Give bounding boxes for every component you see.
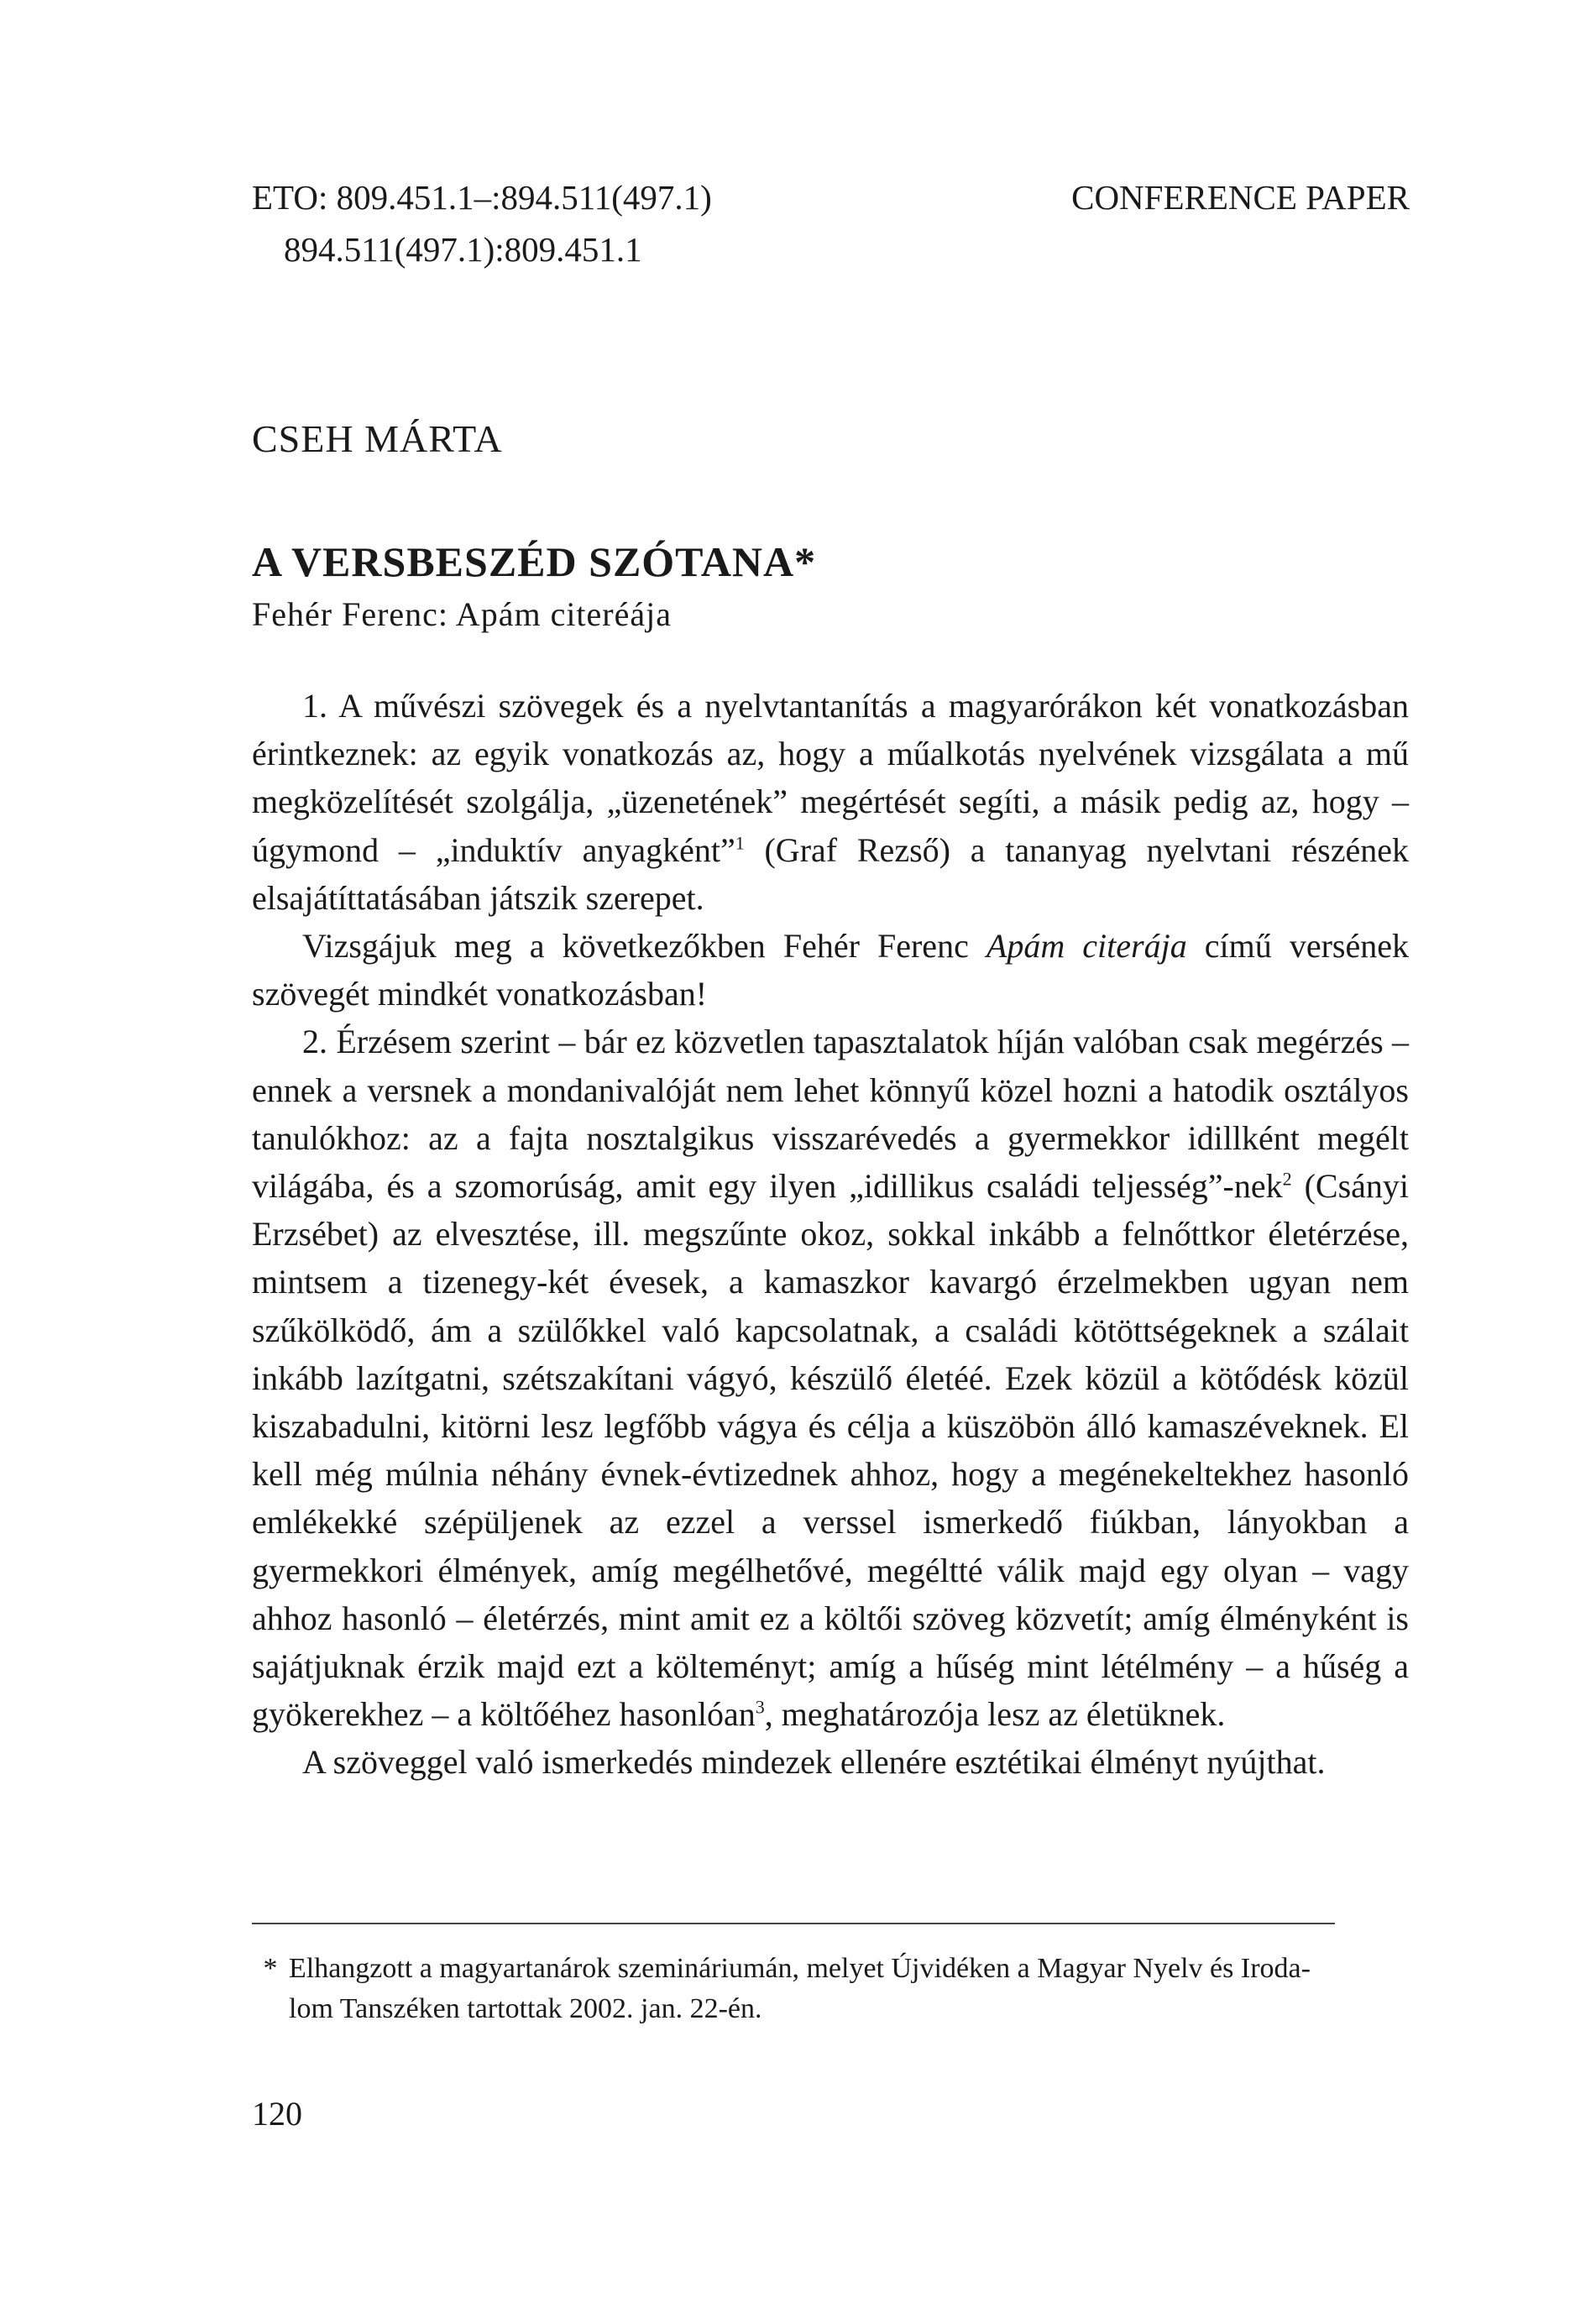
paragraph-2-text-cont: című versének szövegét mindkét vonatkozásban! (252, 927, 1410, 1013)
udc-classification (252, 171, 712, 275)
footnote-line-2: lom Tanszéken tartottak 2002. jan. 22-én. (289, 1993, 762, 2024)
footnote-ref-3: 3 (755, 1696, 765, 1718)
paragraph-1 (252, 682, 1409, 922)
paragraph-4-text: A szöveggel való ismerkedés mindezek ellenére esztétikai élményt nyújthat. (302, 1743, 1326, 1782)
footnote-ref-1: 1 (735, 832, 745, 854)
author-name: CSEH MÁRTA (252, 417, 503, 460)
paragraph-1-text-cont: (Graf Rezső) a tananyag nyelvtani részének elsajátíttatásában játszik szerepet. (252, 830, 1409, 917)
document-type-label: CONFERENCE PAPER (1071, 178, 1410, 217)
footnote-mark: * (263, 1953, 278, 1984)
poem-title-italic: Apám citerája (986, 927, 1187, 966)
paragraph-1-text: 1. A művészi szövegek és a nyelvtantanítás a magyarórákon két vonatkozásban érintkeznek: az egyik vonatkozás az, hogy a műalkotás nyelvének vizsgálata a mű megközelítését szolgálja, „üzenetének” megértését segíti, a másik pedig az, hogy – úgymond – „induktív anyagként” (252, 687, 1409, 869)
footnote-divider (252, 1923, 1335, 1924)
paragraph-3-text-3: , meghatározója lesz az életüknek. (764, 1695, 1226, 1734)
footnote-line-1: Elhangzott a magyartanárok szemináriumán, melyet Újvidéken a Magyar Nyelv és Iroda- (289, 1953, 1311, 1984)
paragraph-2-text: Vizsgájuk meg a következőkben Fehér Ferenc (302, 927, 986, 966)
udc-line-2: 894.511(497.1):809.451.1 (284, 230, 642, 269)
udc-line-1: ETO: 809.451.1–:894.511(497.1) (252, 178, 712, 217)
paragraph-3 (252, 1018, 1409, 1738)
paragraph-3-text: 2. Érzésem szerint – bár ez közvetlen tapasztalatok híján valóban csak megérzés – ennek a versnek a mondanivalóját nem lehet könnyű közel hozni a hatodik osztályos tanulókhoz: az a fajta nosztalgikus visszarévedés a gyermekkor idillként megélt világába, és a szomorúság, amit egy ilyen „idillikus családi teljesség”-nek (252, 1023, 1409, 1206)
page-number: 120 (252, 2095, 302, 2133)
article-subtitle: Fehér Ferenc: Apám citeréája (252, 595, 672, 633)
paragraph-3-text-2: (Csányi Erzsébet) az elvesztése, ill. megszűnte okoz, sokkal inkább a felnőttkor életérzése, mintsem a tizenegy-két évesek, a kamaszkor kavargó érzelmekben ugyan nem szűkölködő, ám a szülőkkel való kapcsolatnak, a családi kötöttségeknek a szálait inkább lazítgatni, szétszakítani vágyó, készülő életéé. Ezek közül a kötődésk közül kiszabadulni, kitörni lesz legfőbb vágya és célja a küszöbön álló kamaszéveknek. El kell még múlnia néhány évnek-évtizednek ahhoz, hogy a megénekeltekhez hasonló emlékekké szépüljenek az ezzel a verssel ismerkedő fiúkban, lányokban a gyermekkori élmények, amíg megélhetővé, megéltté válik majd egy olyan – vagy ahhoz hasonló – életérzés, mint amit ez a költői szöveg közvetít; amíg élményként is sajátjuknak érzik majd ezt a költeményt; amíg a hűség mint létélmény – a hűség a gyökerekhez – a költőéhez hasonlóan (252, 1167, 1410, 1734)
paragraph-2 (252, 922, 1409, 1018)
article-body (252, 682, 1409, 1787)
footnote (252, 1949, 1409, 2029)
paragraph-4 (252, 1738, 1409, 1786)
footnote-ref-2: 2 (1282, 1168, 1292, 1190)
article-title: A VERSBESZÉD SZÓTANA* (252, 538, 817, 585)
